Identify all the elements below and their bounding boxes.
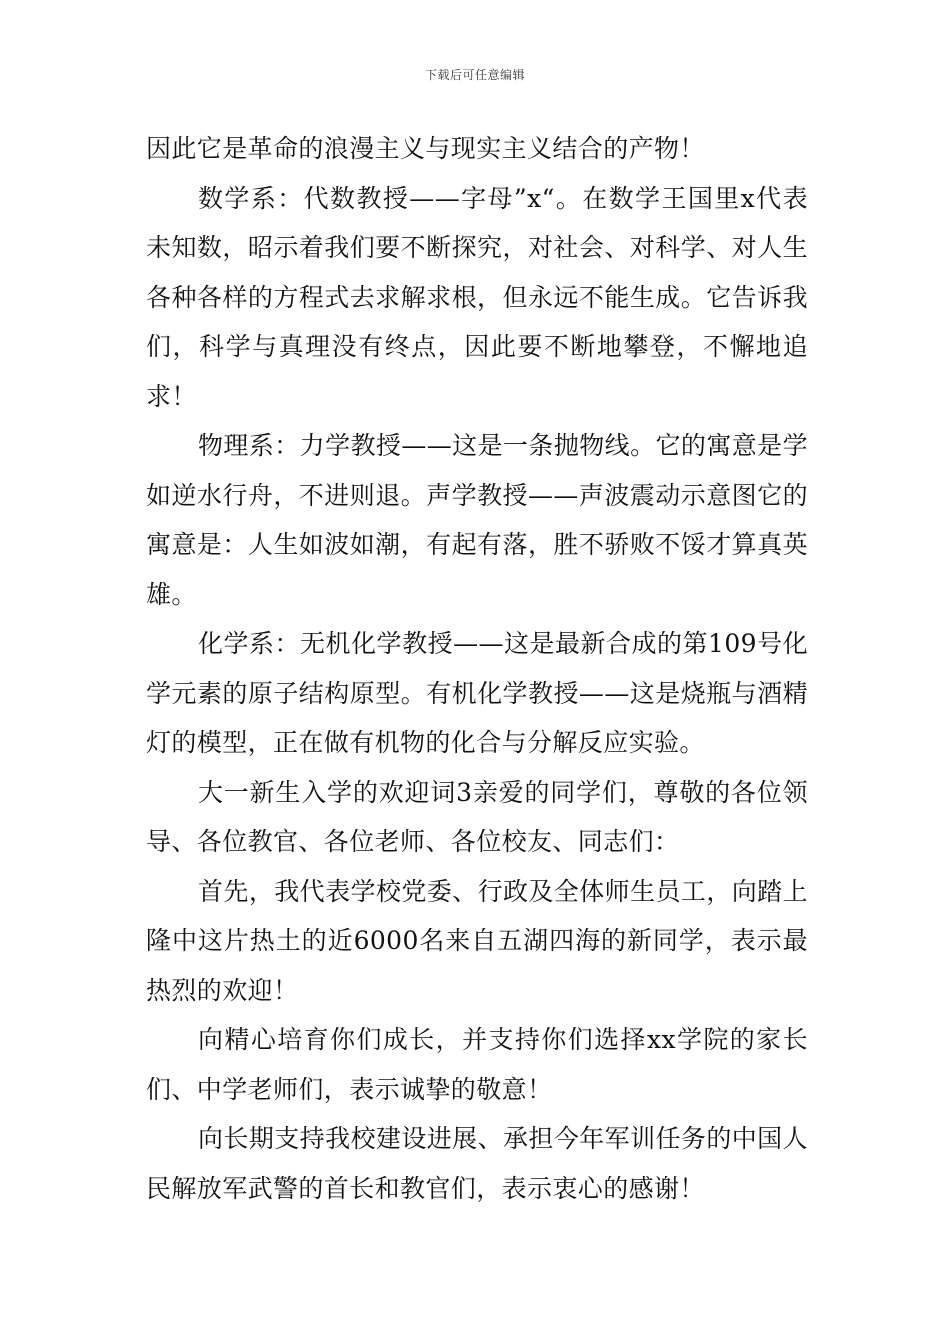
paragraph-continuation: 因此它是革命的浪漫主义与现实主义结合的产物！ bbox=[146, 134, 705, 163]
paragraph-thanks-parents: 向精心培育你们成长，并支持你们选择xx学院的家长们、中学老师们，表示诚挚的敬意！ bbox=[146, 1025, 808, 1104]
paragraph-physics-dept: 物理系：力学教授——这是一条抛物线。它的寓意是学如逆水行舟，不进则退。声学教授——声波震动示意图它的寓意是：人生如波如潮，有起有落，胜不骄败不馁才算真英雄。 bbox=[146, 431, 808, 609]
paragraph-welcome-intro: 大一新生入学的欢迎词3亲爱的同学们，尊敬的各位领导、各位教官、各位老师、各位校友、同志们： bbox=[146, 777, 808, 856]
paragraph-thanks-military: 向长期支持我校建设进展、承担今年军训任务的中国人民解放军武警的首长和教官们，表示衷心的感谢！ bbox=[146, 1124, 808, 1203]
document-body bbox=[146, 124, 808, 1213]
page-header-note: 下载后可任意编辑 bbox=[424, 68, 525, 82]
paragraph-chemistry-dept: 化学系：无机化学教授——这是最新合成的第109号化学元素的原子结构原型。有机化学教授——这是烧瓶与酒精灯的模型，正在做有机物的化合与分解反应实验。 bbox=[146, 629, 808, 757]
paragraph-math-dept: 数学系：代数教授——字母”x“。在数学王国里x代表未知数，昭示着我们要不断探究，对社会、对科学、对人生各种各样的方程式去求解求根，但永远不能生成。它告诉我们，科学与真理没有终点，因此要不断地攀登，不懈地追求！ bbox=[146, 183, 808, 411]
paragraph-welcome-students: 首先，我代表学校党委、行政及全体师生员工，向踏上隆中这片热土的近6000名来自五湖四海的新同学，表示最热烈的欢迎！ bbox=[146, 876, 808, 1005]
